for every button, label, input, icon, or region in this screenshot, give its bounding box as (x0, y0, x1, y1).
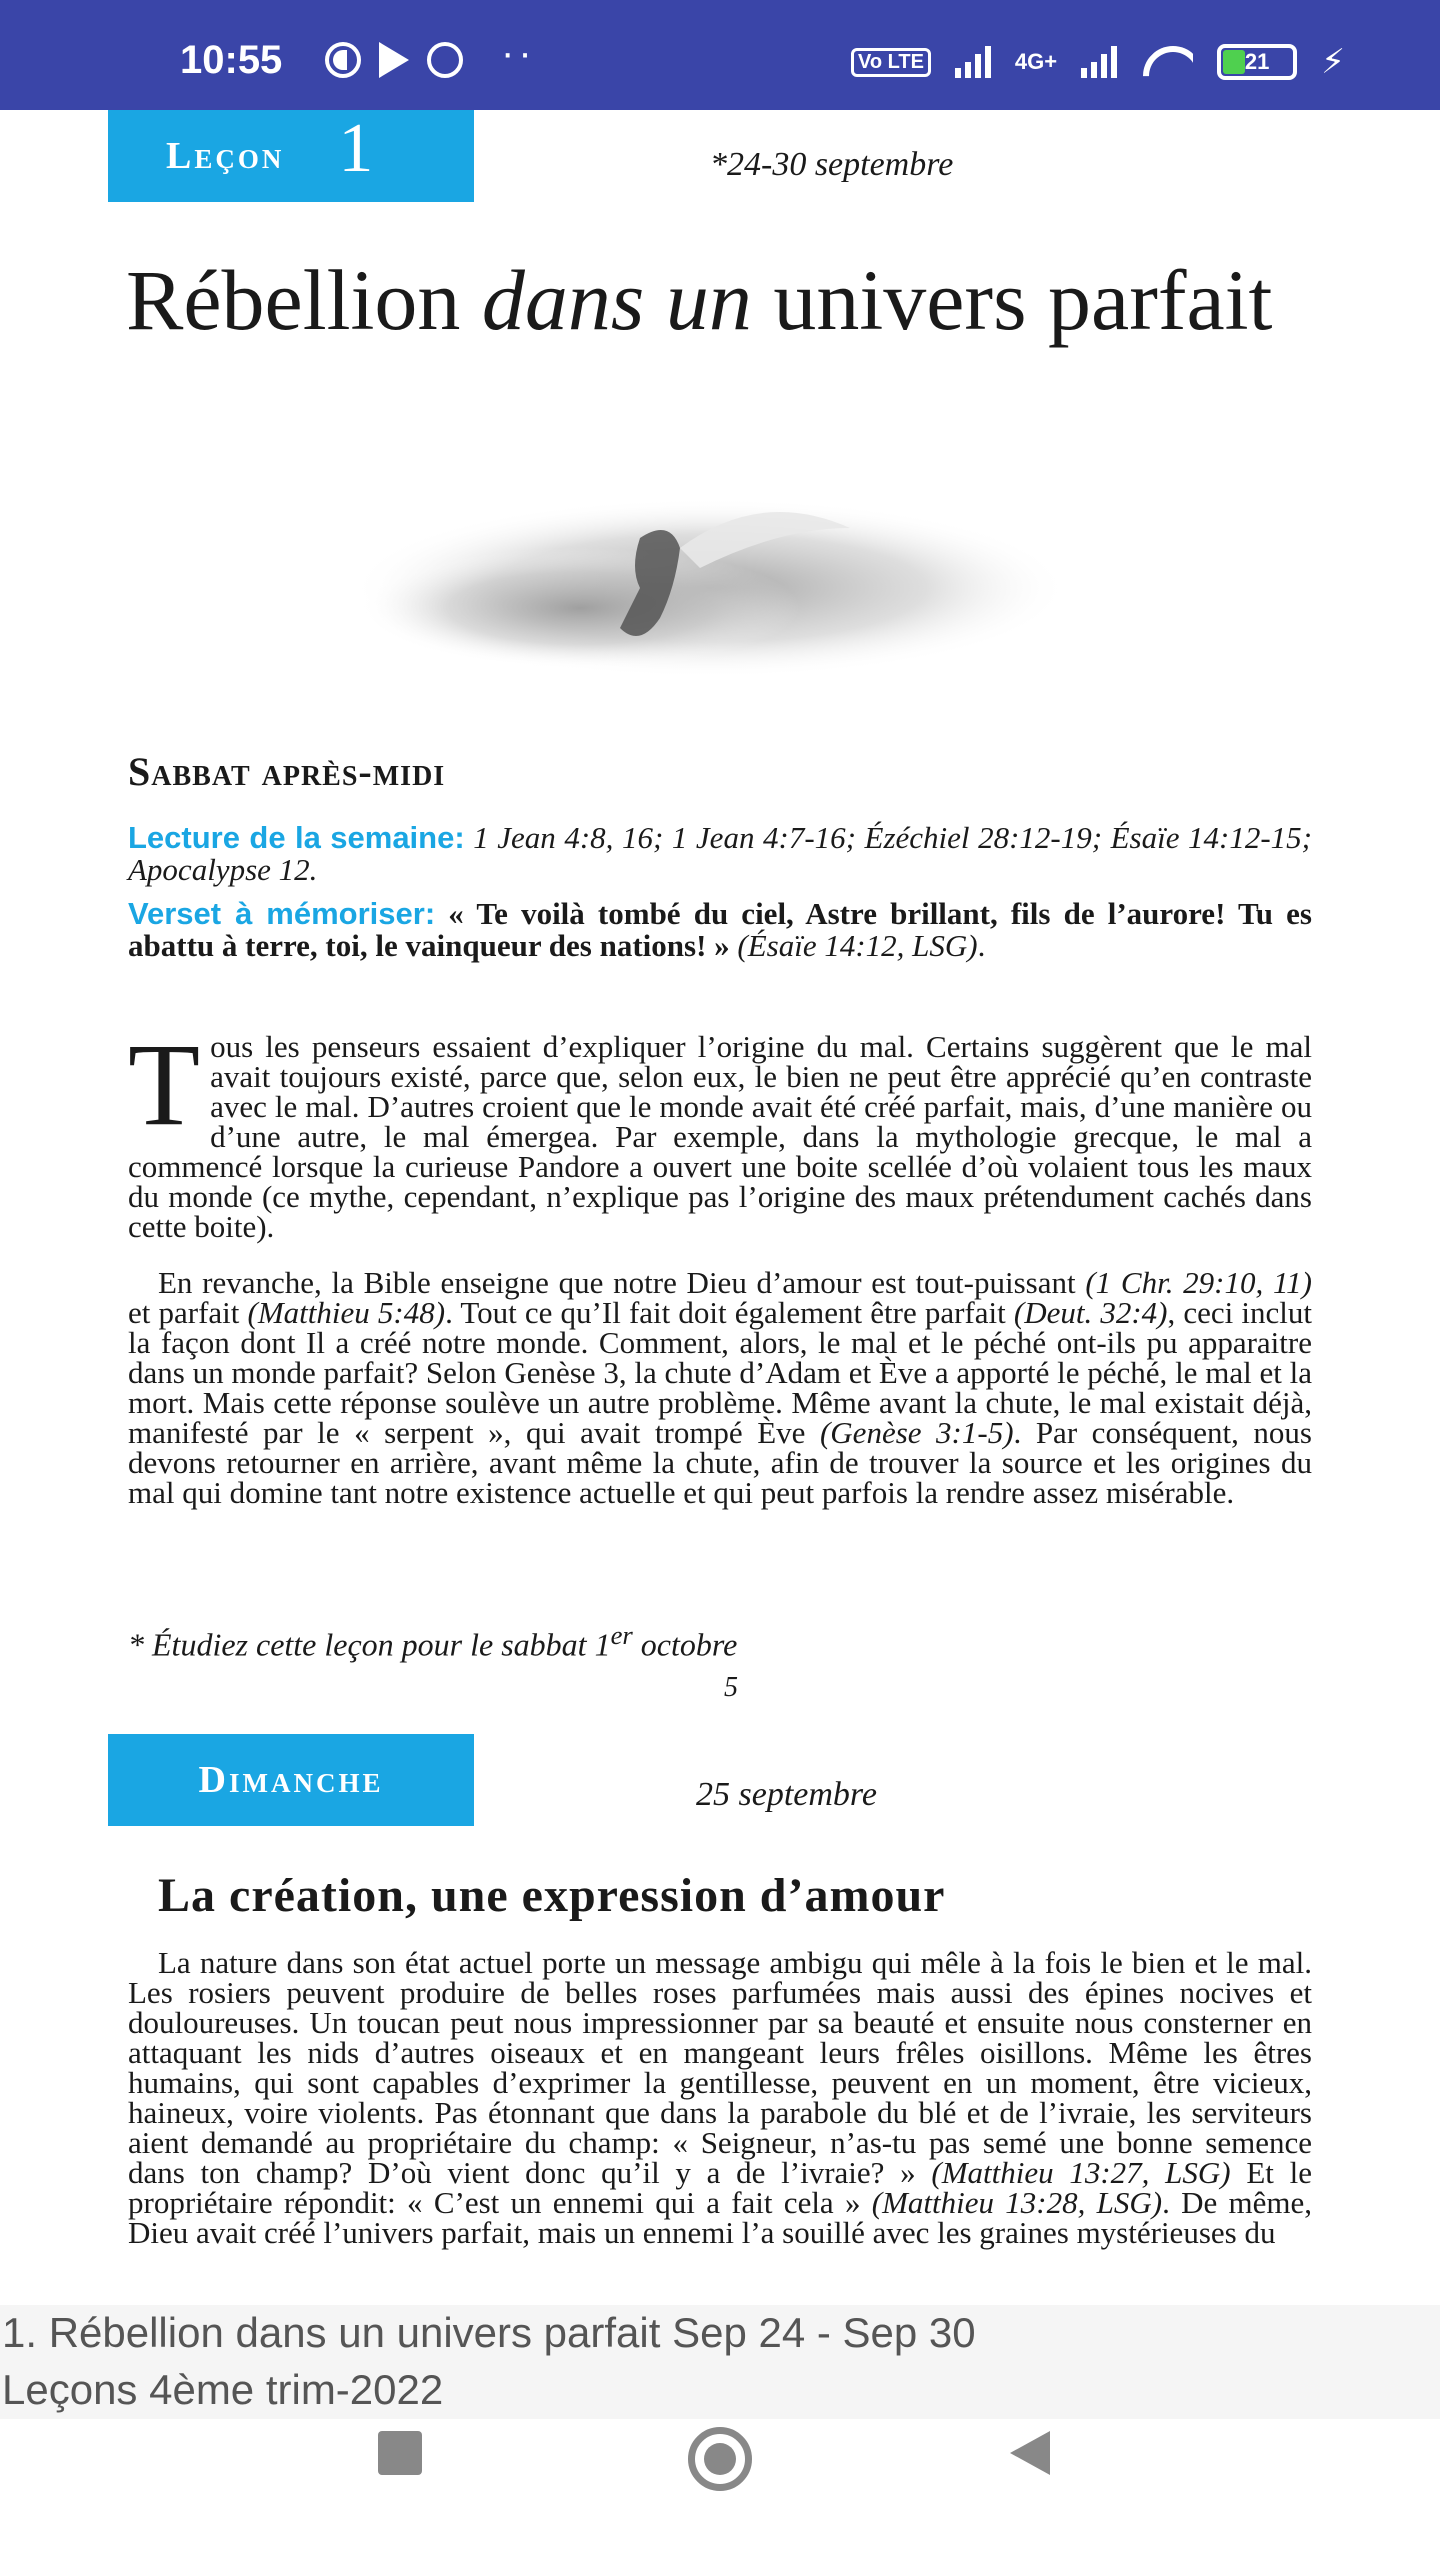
p3-ref1: (Matthieu 13:27, LSG) (931, 2155, 1231, 2190)
p2-ref4: (Genèse 3:1-5) (819, 1415, 1014, 1450)
day-date: 25 septembre (696, 1776, 877, 1813)
p2-ref3: (Deut. 32:4) (1013, 1295, 1168, 1330)
p2-c: . Tout ce qu’Il fait doit également être parfait (445, 1295, 1014, 1330)
title-part1: Rébellion (126, 252, 482, 348)
p2-ref1: (1 Chr. 29:10, 11) (1085, 1265, 1312, 1300)
page-number: 5 (724, 1672, 738, 1703)
reading-refs: 1 Jean 4:8, 16; 1 Jean 4:7-16; Ézéchiel 28:12-19; Ésaïe 14:12-15; Apocalypse 12. (128, 820, 1313, 887)
play-icon (379, 42, 409, 78)
lesson-dates: *24-30 septembre (710, 146, 954, 183)
p3-ref2: (Matthieu 13:28, LSG) (871, 2185, 1163, 2220)
reading-label: Lecture de la semaine: (128, 820, 465, 855)
paragraph-2 (128, 1265, 1313, 1510)
battery-level: 21 (1244, 49, 1270, 74)
footnote-sup: er (610, 1620, 633, 1650)
footnote (128, 1620, 737, 1664)
footnote-end: octobre (632, 1626, 738, 1663)
system-icons (851, 42, 1345, 82)
day-label: Dimanche (198, 1759, 384, 1801)
p2-b: et parfait (128, 1295, 248, 1330)
document-caption[interactable] (0, 2305, 1440, 2419)
app-notification-icon (325, 42, 361, 78)
title-part2: univers parfait (751, 252, 1273, 348)
p2-ref2: (Matthieu 5:48) (247, 1295, 446, 1330)
signal-icon (955, 46, 991, 78)
p2-d: , ceci inclut la façon dont Il a créé notre monde. Comment, alors, le mal et le péché ont-ils pu apparaitre dans un monde parfait? Selon Genèse 3, la chute d’Adam et Ève a apporté le péché, le mal et la mort. Mais cette réponse soulève un autre problème. Même avant la chute, le mal existait déjà, manifesté par le « serpent », qui avait trompé Ève (128, 1295, 1313, 1450)
day-tag (108, 1734, 474, 1826)
sabbat-heading: Sabbat après-midi (128, 749, 446, 794)
lesson-title (126, 252, 1326, 348)
network-type: 4G+ (1014, 49, 1058, 74)
notification-icons (325, 30, 536, 78)
more-dots-icon: ·· (501, 30, 536, 75)
facebook-icon (427, 42, 463, 78)
drop-cap: T (128, 1019, 201, 1150)
memory-ref: (Ésaïe 14:12, LSG) (737, 928, 978, 963)
lesson-label: Leçon (166, 135, 285, 177)
paragraph-1-text: ous les penseurs essaient d’expliquer l’origine du mal. Certains suggèrent que le mal avait toujours existé, parce que, selon eux, le bien ne peut être apprécié qu’en contraste avec le mal. D’autres croient que le monde avait été créé parfait, mais, d’une manière ou d’une autre, le mal émergea. Par exemple, dans la mythologie grecque, le mal a commencé lorsque la curieuse Pandore a ouvert une boite scellée d’où volaient tous les maux du monde (ce mythe, cependant, n’explique pas l’origine des maux prétendument cachés dans cette boite). (128, 1029, 1312, 1244)
wifi-icon (1141, 42, 1193, 82)
lesson-number: 1 (338, 110, 374, 187)
section-title: La création, une expression d’amour (158, 1869, 946, 1922)
home-button[interactable] (688, 2427, 752, 2491)
caption-title: 1. Rébellion dans un univers parfait Sep 24 - Sep 30 (2, 2309, 976, 2356)
volte-icon: Vo LTE (851, 48, 931, 77)
p3-b: Et le propriétaire répondit: « C’est un ennemi qui a fait cela » (128, 2155, 1312, 2220)
status-time: 10:55 (180, 38, 283, 82)
p3-a: La nature dans son état actuel porte un message ambigu qui mêle à la fois le bien et le mal. Les rosiers peuvent produire de belles roses parfumées mais aussi des épines nocives et douloureuses. Un toucan peut nous impressionner par sa beauté et ensuite nous consterner en attaquant les nids d’autres oiseaux et en mangeant leurs frêles oisillons. Même les êtres humains, qui sont capables d’exprimer la gentillesse, peuvent en un moment, être vicieux, haineux, voire violents. Pas étonnant que dans la parabole du blé et de l’ivraie, les serviteurs aient demandé au propriétaire du champ: « Seigneur, n’as-tu pas semé une bonne semence dans ton champ? D’où vient donc qu’il y a de l’ivraie? » (128, 1948, 1312, 2190)
paragraph-3 (128, 1948, 1312, 2308)
paragraph-1 (128, 1019, 1312, 1244)
weekly-reading (128, 822, 1312, 886)
angel-illustration (280, 478, 1060, 698)
signal-icon-2 (1081, 46, 1117, 78)
status-bar (0, 0, 1440, 110)
back-button[interactable] (1010, 2431, 1050, 2475)
lesson-tag (108, 110, 474, 202)
battery-icon (1217, 44, 1297, 80)
memory-verse: Verset à mémoriser: « Te voilà tombé du ciel, Astre brillant, fils de l’aurore! Tu es abattu à terre, toi, le vainqueur des nations! » (Ésaïe 14:12, LSG). (128, 896, 1312, 963)
caption-subtitle: Leçons 4ème trim-2022 (2, 2366, 444, 2413)
title-italic: dans un (481, 252, 752, 348)
p3-c: . De même, Dieu avait créé l’univers parfait, mais un ennemi l’a souillé avec les graines mystérieuses du (128, 2185, 1312, 2250)
memory-label: Verset à mémoriser: (128, 896, 436, 931)
recents-button[interactable] (378, 2431, 422, 2475)
p2-e: . Par conséquent, nous devons retourner en arrière, avant même la chute, afin de trouver la source et les origines du mal qui domine tant notre existence actuelle et qui peut parfois la rendre assez misérable. (128, 1415, 1312, 1510)
memory-verse-text: « Te voilà tombé du ciel, Astre brillant, fils de l’aurore! Tu es abattu à terre, toi, le vainqueur des nations! » (128, 896, 1312, 963)
p2-a: En revanche, la Bible enseigne que notre Dieu d’amour est tout-puissant (158, 1265, 1086, 1300)
footnote-text: * Étudiez cette leçon pour le sabbat 1 (128, 1626, 611, 1663)
charging-icon: ⚡ (1321, 43, 1345, 81)
